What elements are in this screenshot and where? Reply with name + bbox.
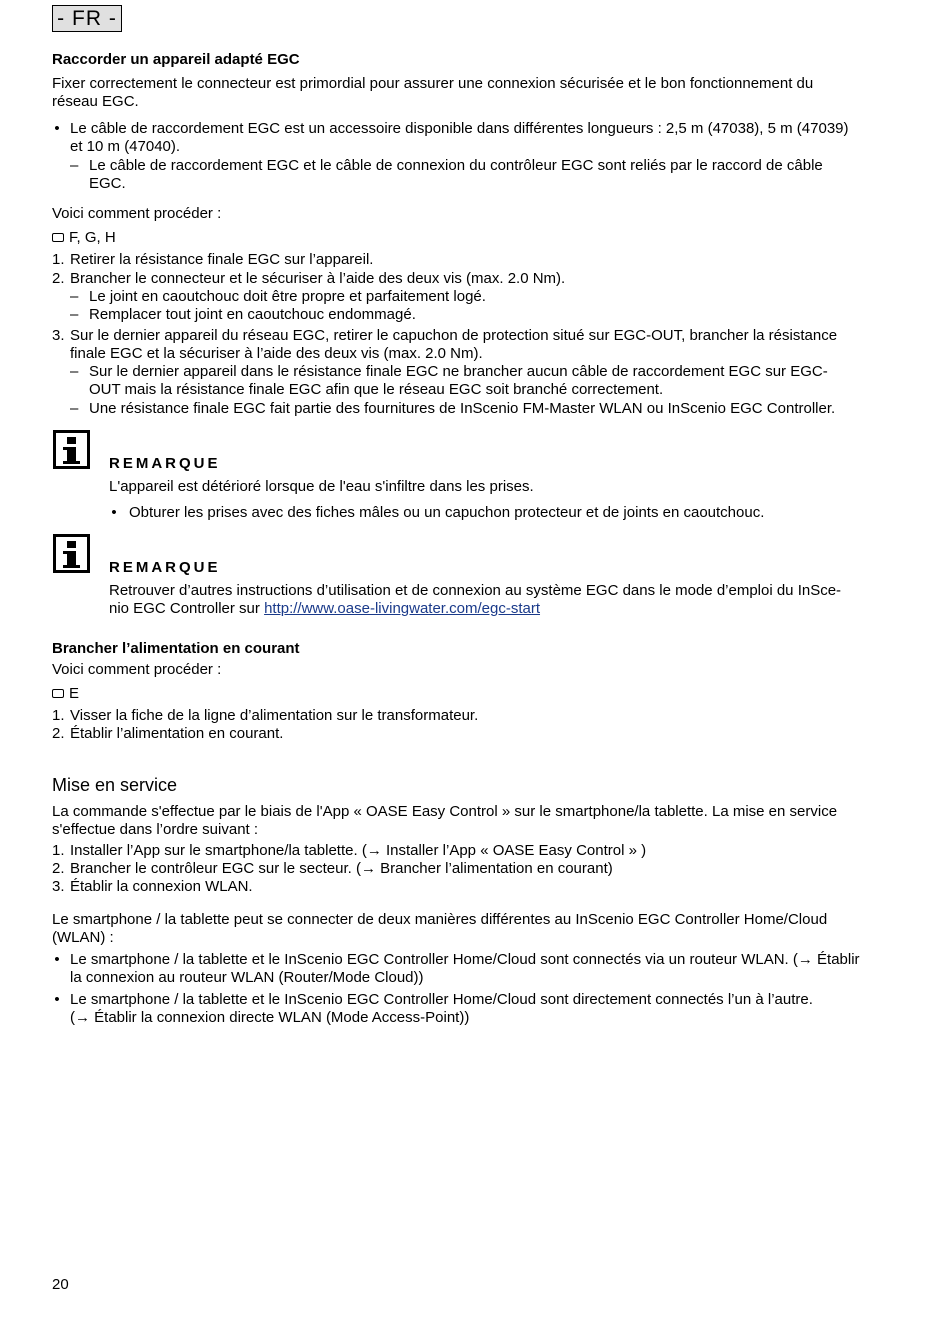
procedure-label: Voici comment procéder : [52, 661, 222, 678]
list-item [52, 120, 888, 160]
step-item [52, 878, 888, 896]
figure-ref-text: E [69, 685, 80, 702]
figure-ref-icon [52, 689, 64, 698]
step-number: 2. [52, 270, 65, 287]
list-item-text: (→ Établir la connexion directe WLAN (Mode Access-Point)) [70, 1009, 470, 1026]
step-number: 2. [52, 860, 65, 877]
language-tab: - FR - [52, 5, 122, 32]
dash-icon: – [70, 288, 79, 305]
step-item [52, 327, 888, 363]
procedure-label: Voici comment procéder : [52, 205, 222, 222]
paragraph-line: Le smartphone / la tablette peut se connecter de deux manières différentes au InScenio EGC Controller Home/Cloud [52, 911, 828, 928]
note-text: L'appareil est détérioré lorsque de l'eau s'infiltre dans les prises. [109, 478, 534, 495]
note-text: Retrouver d’autres instructions d’utilisation et de connexion au système EGC dans le mode d’emploi du InSce- [109, 582, 842, 599]
step-text: Brancher le connecteur et le sécuriser à l’aide des deux vis (max. 2.0 Nm). [70, 270, 566, 287]
list-item [109, 504, 889, 522]
step-item [52, 251, 888, 269]
step-text: Retirer la résistance finale EGC sur l’appareil. [70, 251, 374, 268]
sub-list-item [52, 400, 888, 418]
figure-reference [52, 685, 79, 703]
step-number: 1. [52, 842, 65, 859]
dash-icon: – [70, 400, 79, 417]
sub-item-text: Le joint en caoutchouc doit être propre et parfaitement logé. [89, 288, 486, 305]
bullet-icon: • [54, 951, 60, 968]
note-text-prefix: nio EGC Controller sur [109, 600, 265, 617]
sub-item-text: Sur le dernier appareil dans le résistance finale EGC ne brancher aucun câble de raccordement EGC sur EGC- [89, 363, 828, 380]
step-number: 3. [52, 327, 65, 344]
figure-ref-text: F, G, H [69, 229, 116, 246]
section-heading-commissioning: Mise en service [52, 775, 178, 795]
egc-start-link[interactable]: http://www.oase-livingwater.com/egc-start [264, 600, 541, 617]
list-item-text: et 10 m (47040). [70, 138, 181, 155]
paragraph-line: (WLAN) : [52, 929, 114, 946]
step-text: Visser la fiche de la ligne d’alimentation sur le transformateur. [70, 707, 479, 724]
list-item-text: Le câble de raccordement EGC est un accessoire disponible dans différentes longueurs : 2,5 m (47038), 5 m (47039) [70, 120, 849, 137]
dash-icon: – [70, 306, 79, 323]
dash-icon: – [70, 157, 79, 174]
bullet-icon: • [111, 504, 117, 521]
bullet-icon: • [54, 991, 60, 1008]
dash-icon: – [70, 363, 79, 380]
figure-reference [52, 229, 116, 247]
note-title: REMARQUE [109, 455, 221, 472]
step-item [52, 842, 888, 860]
step-text: Établir la connexion WLAN. [70, 878, 253, 895]
list-item-text: Le smartphone / la tablette et le InScenio EGC Controller Home/Cloud sont directement connectés l’un à l’autre. [70, 991, 813, 1008]
bullet-icon: • [54, 120, 60, 137]
step-text: finale EGC et la sécuriser à l’aide des deux vis (max. 2.0 Nm). [70, 345, 483, 362]
section-heading-connect: Raccorder un appareil adapté EGC [52, 51, 300, 68]
step-item [52, 725, 888, 743]
sub-list-item [52, 157, 888, 197]
step-number: 2. [52, 725, 65, 742]
sub-list-item [52, 306, 888, 324]
sub-list-item [52, 288, 888, 306]
sub-item-text: Une résistance finale EGC fait partie des fournitures de InScenio FM-Master WLAN ou InScenio EGC Controller. [89, 400, 836, 417]
intro-line: Fixer correctement le connecteur est primordial pour assurer une connexion sécurisée et le bon fonctionnement du [52, 75, 814, 92]
step-item [52, 860, 888, 878]
info-icon [53, 534, 90, 573]
note-title: REMARQUE [109, 559, 221, 576]
note-text [109, 600, 540, 618]
intro-line: s'effectue dans l’ordre suivant : [52, 821, 259, 838]
step-number: 1. [52, 251, 65, 268]
step-number: 1. [52, 707, 65, 724]
step-item [52, 270, 888, 288]
list-item-text: la connexion au routeur WLAN (Router/Mode Cloud)) [70, 969, 424, 986]
list-item-text: Le smartphone / la tablette et le InScenio EGC Controller Home/Cloud sont connectés via un routeur WLAN. (→ Établir [70, 951, 860, 968]
intro-line: réseau EGC. [52, 93, 139, 110]
step-text: Établir l’alimentation en courant. [70, 725, 284, 742]
sub-item-text: Le câble de raccordement EGC et le câble de connexion du contrôleur EGC sont reliés par le raccord de câble [89, 157, 823, 174]
section-heading-power: Brancher l’alimentation en courant [52, 640, 300, 657]
sub-item-text: EGC. [89, 175, 126, 192]
page-number: 20 [52, 1276, 69, 1293]
step-number: 3. [52, 878, 65, 895]
intro-line: La commande s'effectue par le biais de l'App « OASE Easy Control » sur le smartphone/la tablette. La mise en service [52, 803, 838, 820]
step-text: Installer l’App sur le smartphone/la tablette. (→ Installer l’App « OASE Easy Control » ) [70, 842, 647, 859]
step-item [52, 707, 888, 725]
figure-ref-icon [52, 233, 64, 242]
sub-item-text: Remplacer tout joint en caoutchouc endommagé. [89, 306, 416, 323]
list-item-text: Obturer les prises avec des fiches mâles ou un capuchon protecteur et de joints en caoutchouc. [129, 504, 765, 521]
sub-item-text: OUT mais la résistance finale EGC afin que le réseau EGC soit branché correctement. [89, 381, 664, 398]
step-text: Sur le dernier appareil du réseau EGC, retirer le capuchon de protection situé sur EGC-OUT, brancher la résistance [70, 327, 838, 344]
info-icon [53, 430, 90, 469]
list-item [52, 951, 888, 987]
sub-list-item [52, 363, 888, 399]
list-item [52, 991, 888, 1027]
step-text: Brancher le contrôleur EGC sur le secteur. (→ Brancher l’alimentation en courant) [70, 860, 613, 877]
